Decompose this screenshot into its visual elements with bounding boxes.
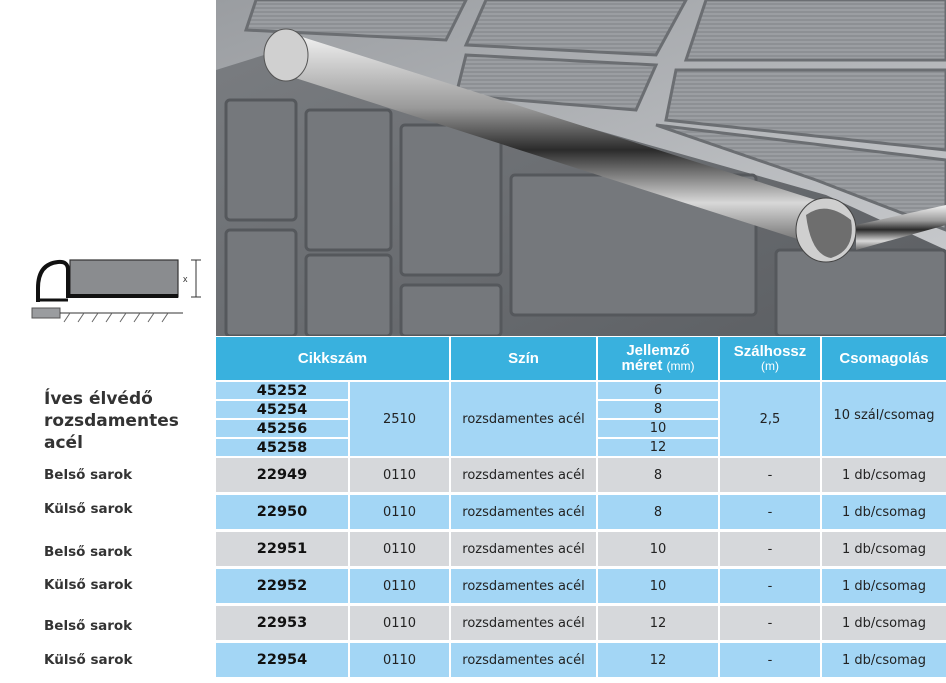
row-label: Külső sarok xyxy=(44,577,133,593)
packaging-cell: 1 db/csomag xyxy=(822,532,946,566)
color-name-cell: rozsdamentes acél xyxy=(451,643,596,677)
color-code-cell: 0110 xyxy=(350,643,449,677)
color-code-cell: 0110 xyxy=(350,532,449,566)
code-cell: 22952 xyxy=(216,569,348,603)
color-name-cell: rozsdamentes acél xyxy=(451,606,596,640)
header-cikkszam: Cikkszám xyxy=(216,337,449,380)
code-cell: 45256 xyxy=(216,420,348,437)
size-cell: 12 xyxy=(598,439,718,456)
length-cell: - xyxy=(720,643,820,677)
header-szalhossz: Szálhossz (m) xyxy=(720,337,820,380)
code-cell: 22954 xyxy=(216,643,348,677)
color-code-cell: 0110 xyxy=(350,606,449,640)
code-cell: 22950 xyxy=(216,495,348,529)
color-code-cell: 0110 xyxy=(350,458,449,492)
color-name-cell: rozsdamentes acél xyxy=(451,495,596,529)
header-jellemzo: Jellemző méret (mm) xyxy=(598,337,718,380)
code-cell: 45252 xyxy=(216,382,348,399)
main-group-label: Íves élvédő rozsdamentes acél xyxy=(44,389,179,453)
code-cell: 22949 xyxy=(216,458,348,492)
packaging-cell: 1 db/csomag xyxy=(822,606,946,640)
length-cell: - xyxy=(720,569,820,603)
row-label: Külső sarok xyxy=(44,501,133,517)
size-cell: 8 xyxy=(598,401,718,418)
color-name-cell: rozsdamentes acél xyxy=(451,382,596,456)
code-cell: 45258 xyxy=(216,439,348,456)
row-label: Belső sarok xyxy=(44,544,133,560)
packaging-cell: 1 db/csomag xyxy=(822,569,946,603)
length-cell: - xyxy=(720,458,820,492)
packaging-cell: 1 db/csomag xyxy=(822,643,946,677)
color-code-cell: 2510 xyxy=(350,382,449,456)
size-cell: 10 xyxy=(598,569,718,603)
profile-cross-section-drawing xyxy=(28,250,218,330)
code-cell: 22953 xyxy=(216,606,348,640)
size-cell: 10 xyxy=(598,420,718,437)
code-cell: 45254 xyxy=(216,401,348,418)
row-label: Belső sarok xyxy=(44,618,133,634)
size-cell: 12 xyxy=(598,606,718,640)
code-cell: 22951 xyxy=(216,532,348,566)
size-cell: 8 xyxy=(598,458,718,492)
length-cell: - xyxy=(720,606,820,640)
header-csomagolas: Csomagolás xyxy=(822,337,946,380)
size-cell: 12 xyxy=(598,643,718,677)
packaging-cell: 1 db/csomag xyxy=(822,458,946,492)
color-name-cell: rozsdamentes acél xyxy=(451,532,596,566)
color-code-cell: 0110 xyxy=(350,495,449,529)
color-name-cell: rozsdamentes acél xyxy=(451,458,596,492)
packaging-cell: 10 szál/csomag xyxy=(822,382,946,456)
row-label: Külső sarok xyxy=(44,652,133,668)
product-photo xyxy=(216,0,946,336)
size-cell: 10 xyxy=(598,532,718,566)
color-name-cell: rozsdamentes acél xyxy=(451,569,596,603)
size-cell: 8 xyxy=(598,495,718,529)
header-szin: Szín xyxy=(451,337,596,380)
tile-shape xyxy=(70,260,178,297)
length-cell: - xyxy=(720,532,820,566)
dimension-label: x xyxy=(183,274,188,284)
size-cell: 6 xyxy=(598,382,718,399)
color-code-cell: 0110 xyxy=(350,569,449,603)
length-cell: 2,5 xyxy=(720,382,820,456)
packaging-cell: 1 db/csomag xyxy=(822,495,946,529)
row-label: Belső sarok xyxy=(44,467,133,483)
length-cell: - xyxy=(720,495,820,529)
